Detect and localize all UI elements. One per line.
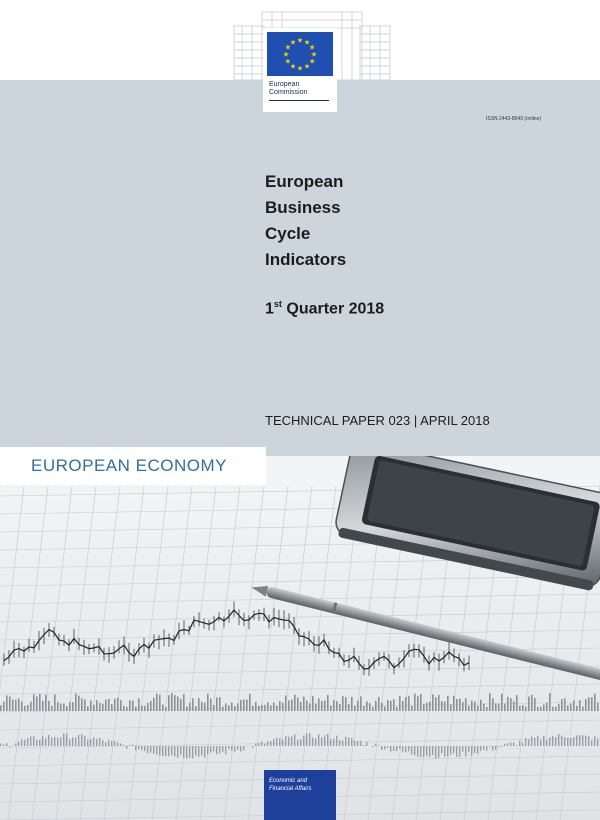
issn-label: ISSN 2443-8049 (online): [486, 116, 542, 122]
eu-star-icon: ★: [296, 36, 304, 45]
eu-star-icon: ★: [289, 62, 297, 71]
eu-star-icon: ★: [308, 57, 316, 66]
logo-rule: [269, 100, 329, 101]
quarter-suffix: st: [273, 299, 282, 309]
quarter-label: [265, 299, 384, 318]
eu-star-icon: ★: [289, 38, 297, 47]
cover-photo-chart-paper-with-pen-and-device: [0, 456, 600, 820]
logo-line-1: European: [269, 81, 300, 88]
eu-star-icon: ★: [303, 62, 311, 71]
eu-flag-icon: [267, 32, 333, 76]
title-line-4: Indicators: [265, 250, 347, 269]
title-line-2: Business: [265, 198, 341, 217]
european-economy-banner: [0, 447, 266, 485]
logo-text: [269, 81, 308, 97]
eu-star-icon: ★: [284, 57, 292, 66]
dg-line-1: Economic and: [269, 778, 308, 784]
european-commission-logo: [263, 28, 337, 112]
quarter-number: 1: [265, 300, 274, 318]
eu-star-icon: ★: [303, 38, 311, 47]
eu-star-icon: ★: [296, 64, 304, 73]
eu-star-icon: ★: [310, 50, 318, 59]
dg-ecfin-label-box: [264, 770, 336, 820]
series-label: EUROPEAN ECONOMY: [31, 456, 227, 475]
quarter-rest: Quarter 2018: [281, 300, 385, 318]
title-line-1: European: [265, 172, 344, 191]
eu-star-icon: ★: [284, 43, 292, 52]
dg-line-2: Financial Affairs: [269, 786, 312, 792]
eu-star-icon: ★: [308, 43, 316, 52]
logo-line-2: Commission: [269, 89, 308, 96]
dg-text: [269, 777, 311, 793]
eu-star-icon: ★: [282, 50, 290, 59]
technical-paper-label: TECHNICAL PAPER 023 | APRIL 2018: [265, 413, 490, 428]
title-line-3: Cycle: [265, 224, 311, 243]
